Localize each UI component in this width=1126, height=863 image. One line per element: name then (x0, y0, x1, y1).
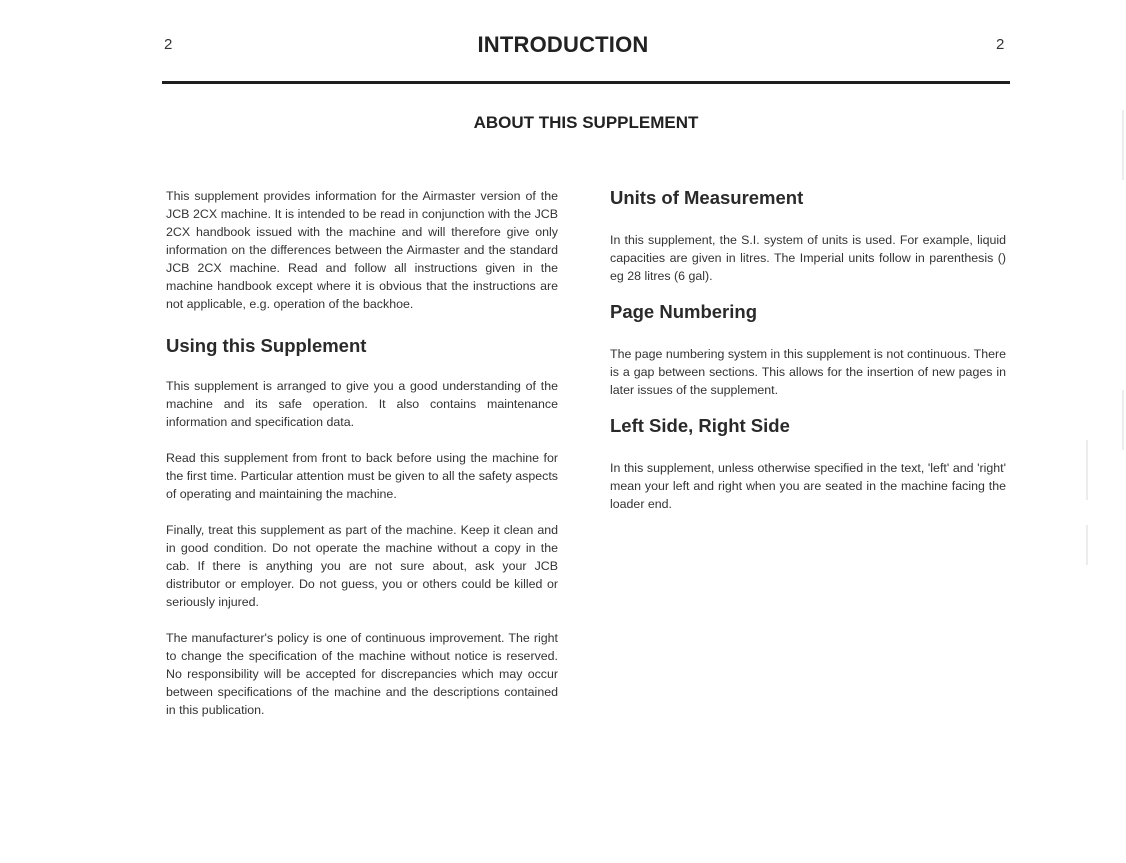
scan-artifact (1086, 440, 1088, 500)
page-number-left: 2 (164, 36, 173, 53)
units-paragraph: In this supplement, the S.I. system of units is used. For example, liquid capacities are given in litres. The Imperial units follow in parenthesis () eg 28 litres (6 gal). (610, 233, 1006, 283)
using-paragraph-1: This supplement is arranged to give you a good understanding of the machine and its safe operation. It also contains maintenance information and specification data. (166, 379, 558, 429)
page-header-title: INTRODUCTION (477, 32, 649, 57)
page-number-right: 2 (996, 36, 1005, 53)
sides-paragraph: In this supplement, unless otherwise specified in the text, 'left' and 'right' mean your left and right when you are seated in the machine facing the loader end. (610, 461, 1006, 511)
left-column (166, 187, 558, 719)
right-column (610, 187, 1006, 513)
sides-heading: Left Side, Right Side (610, 415, 790, 436)
scan-artifact (1122, 110, 1124, 180)
units-heading: Units of Measurement (610, 187, 804, 208)
scan-artifact (1122, 390, 1124, 450)
using-paragraph-2: Read this supplement from front to back before using the machine for the first time. Particular attention must be given to all the safety aspects of operating and maintaining the machine. (166, 451, 558, 501)
intro-paragraph: This supplement provides information for the Airmaster version of the JCB 2CX machine. It is intended to be read in conjunction with the JCB 2CX handbook issued with the machine and will therefore give only information on the differences between the Airmaster and the standard JCB 2CX machine. Read and follow all instructions given in the machine handbook except where it is obvious that the instructions are not applicable, e.g. operation of the backhoe. (166, 189, 558, 311)
using-supplement-heading: Using this Supplement (166, 335, 367, 356)
page-numbering-heading: Page Numbering (610, 301, 757, 322)
section-title: ABOUT THIS SUPPLEMENT (473, 113, 699, 132)
using-paragraph-3: Finally, treat this supplement as part of the machine. Keep it clean and in good condition. Do not operate the machine without a copy in the cab. If there is anything you are not sure about, ask your JCB distributor or employer. Do not guess, you or others could be killed or seriously injured. (166, 523, 558, 609)
header-divider (162, 81, 1010, 84)
scan-artifact (1086, 525, 1088, 565)
using-paragraph-4: The manufacturer's policy is one of continuous improvement. The right to change the specification of the machine without notice is reserved. No responsibility will be accepted for discrepancies which may occur between specifications of the machine and the descriptions contained in this publication. (166, 631, 558, 717)
page-numbering-paragraph: The page numbering system in this supplement is not continuous. There is a gap between sections. This allows for the insertion of new pages in later issues of the supplement. (610, 347, 1006, 397)
